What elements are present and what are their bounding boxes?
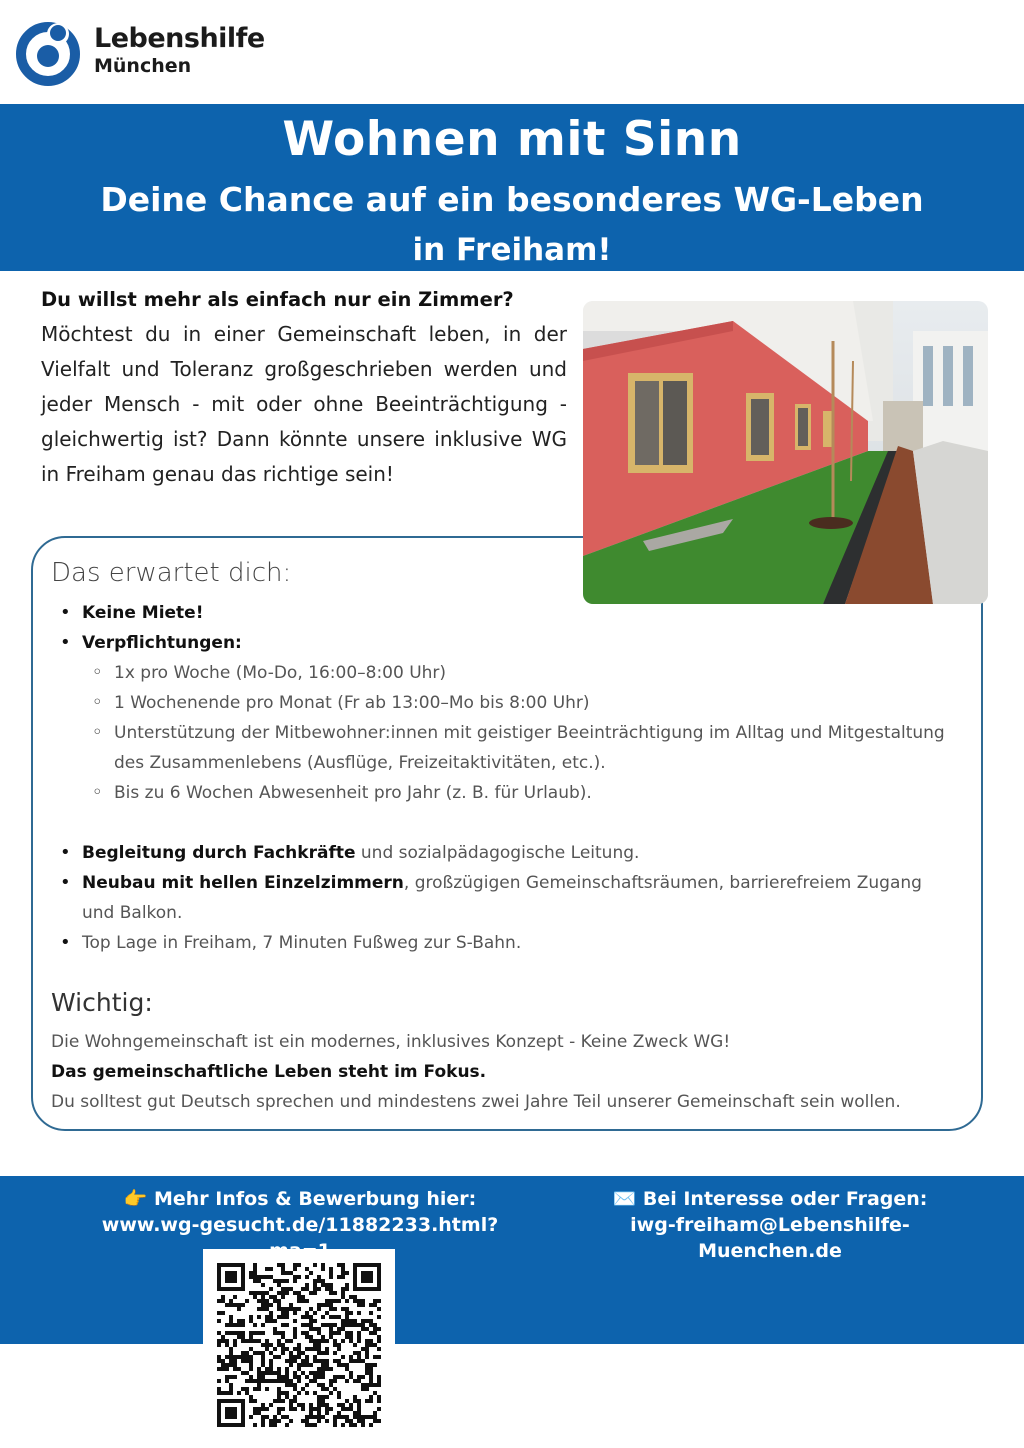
sub-list-item: ◦ Bis zu 6 Wochen Abwesenheit pro Jahr (z. B. für Urlaub). (82, 778, 950, 808)
footer-contact-label: ✉️ Bei Interesse oder Fragen: (612, 1188, 928, 1210)
list-item-bold: Keine Miete! (82, 603, 204, 623)
footer-contact (560, 1186, 980, 1264)
lebenshilfe-logo-icon (12, 16, 84, 86)
page-title: Wohnen mit Sinn (282, 112, 742, 167)
list-item: • Top Lage in Freiham, 7 Minuten Fußweg zur S-Bahn. (60, 928, 950, 958)
footer-email-link[interactable]: iwg-freiham@Lebenshilfe-Muenchen.de (630, 1214, 910, 1262)
intro-section (41, 288, 567, 492)
sub-list-item: ◦ Unterstützung der Mitbewohner:innen mit geistiger Beeinträchtigung im Alltag und Mitgestaltung des Zusammenlebens (Ausflüge, Freizeitaktivitäten, etc.). (82, 718, 950, 778)
list-item-bold: Verpflichtungen: (82, 633, 242, 653)
qr-code-icon (217, 1263, 381, 1427)
important-line-bold: Das gemeinschaftliche Leben steht im Fokus. (51, 1062, 487, 1082)
list-item (60, 598, 950, 628)
list-item (60, 868, 950, 928)
list-item (60, 838, 950, 868)
important-text (51, 1027, 971, 1117)
expect-heading: Das erwartet dich: (51, 558, 292, 588)
sub-list-item: ◦ 1 Wochenende pro Monat (Fr ab 13:00–Mo bis 8:00 Uhr) (82, 688, 950, 718)
intro-question: Du willst mehr als einfach nur ein Zimmer? (41, 288, 514, 311)
important-line: Die Wohngemeinschaft ist ein modernes, inklusives Konzept - Keine Zweck WG! (51, 1032, 731, 1052)
list-item (60, 628, 950, 808)
qr-code[interactable] (203, 1249, 395, 1441)
logo-city: München (94, 55, 192, 77)
header-banner (0, 104, 1024, 271)
logo-name: Lebenshilfe (94, 23, 265, 54)
list-item-text: und sozialpädagogische Leitung. (355, 843, 640, 863)
lebenshilfe-logo (12, 16, 265, 86)
list-item-bold: Begleitung durch Fachkräfte (82, 843, 356, 863)
building-photo (583, 301, 988, 604)
page-subtitle-line1: Deine Chance auf ein besonderes WG-Leben (100, 180, 924, 219)
list-item-text: , großzügigen Gemeinschaftsräumen, barrierefreiem Zugang und Balkon. (82, 873, 922, 923)
important-line: Du solltest gut Deutsch sprechen und mindestens zwei Jahre Teil unserer Gemeinschaft sein wollen. (51, 1092, 901, 1112)
intro-paragraph: Möchtest du in einer Gemeinschaft leben, in der Vielfalt und Toleranz großgeschrieben werden und jeder Mensch - mit oder ohne Beeinträchtigung - gleichwertig ist? Dann könnte unsere inklusive WG in Freiham genau das richtige sein! (41, 322, 567, 486)
list-item-bold: Neubau mit hellen Einzelzimmern (82, 873, 404, 893)
sub-list-item: ◦ 1x pro Woche (Mo-Do, 16:00–8:00 Uhr) (82, 658, 950, 688)
page-subtitle-line2: in Freiham! (412, 232, 612, 268)
footer-info-label: 👉 Mehr Infos & Bewerbung hier: (123, 1188, 477, 1210)
obligations-list (82, 658, 950, 808)
footer-url-link[interactable]: www.wg-gesucht.de/11882233.html? (101, 1214, 499, 1236)
important-heading: Wichtig: (51, 988, 153, 1017)
expect-list (60, 598, 950, 958)
